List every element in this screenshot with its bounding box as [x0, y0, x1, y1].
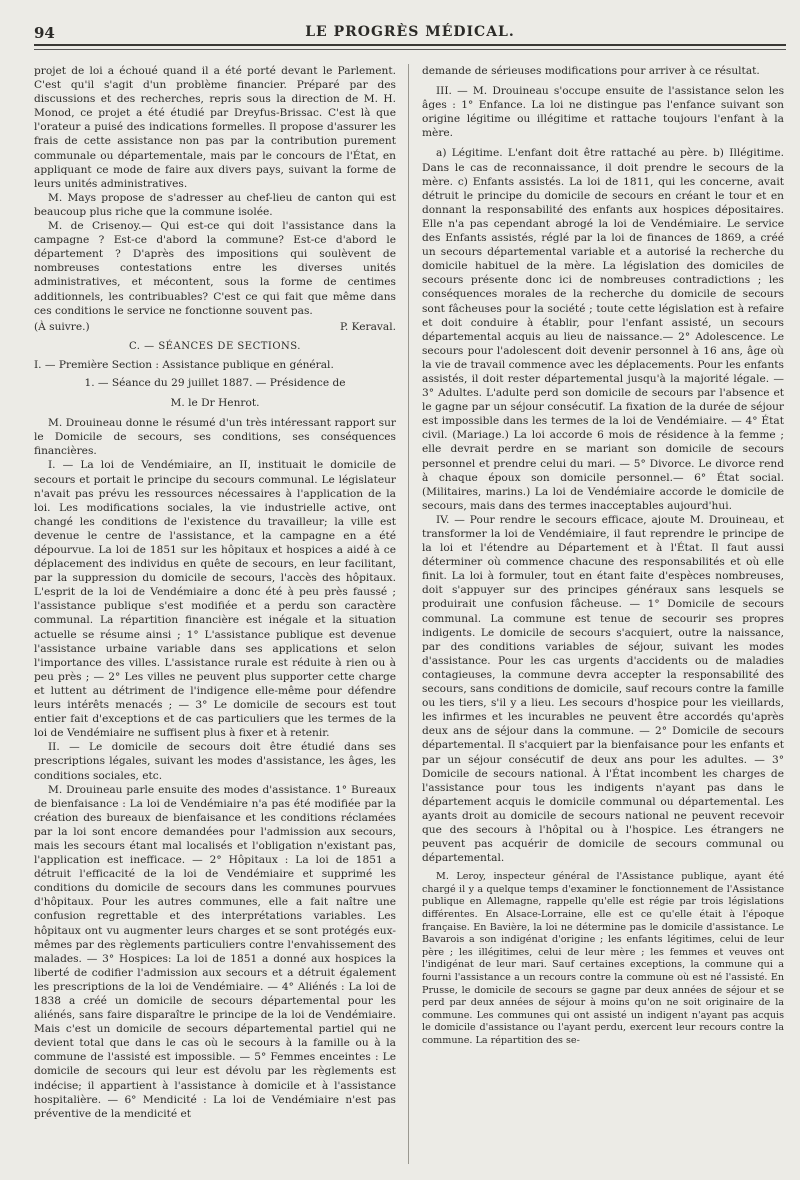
- author-signature: P. Keraval.: [339, 320, 396, 333]
- paragraph: a) Légitime. L'enfant doit être rattaché au père. b) Illégitime. Dans le cas de reconnaissance, il doit prendre le secours de la mère. c) Enfants assistés. La loi de 1811, qui les concerne, avait détruit le principe du domicile de secours en créant le tour et en donnant la responsabilité des enfants aux hospices dépositaires. Elle n'a pas cependant abrogé la loi de Vendémiaire. Le service des Enfants assistés, réglé par la loi de finances de 1869, a créé un secours départemental variable et a autorisé la recherche du domicile habituel de la mère. La législation des domiciles de secours présente donc ici de nombreuses contradictions ; les conséquences morales de la recherche du domicile de secours sont fâcheuses pour la société ; toute cette législation est à refaire et doit conduire à établir, pour l'enfant assisté, un secours départemental acquis au lieu de naissance.— 2° Adolescence. Le secours pour l'adolescent doit devenir personnel à 16 ans, âge où la vie de travail commence avec les déplacements. Pour les enfants assistés, il doit rester départemental jusqu'à la majorité légale. — 3° Adultes. L'adulte perd son domicile de secours par l'absence et le gagne par un séjour consécutif. La fixation de la durée de séjour est impossible dans les termes de la loi de Vendémiaire. — 4° État civil. (Mariage.) La loi accorde 6 mois de résidence à la femme ; elle devrait perdre en se mariant son domicile de secours personnel et prendre celui du mari. — 5° Divorce. Le divorce rend à chaque époux son domicile personnel.— 6° État social. (Militaires, marins.) La loi de Vendémiaire accorde le domicile de secours, mais dans des termes inacceptables aujourd'hui.: [422, 147, 784, 512]
- paragraph: M. Leroy, inspecteur général de l'Assistance publique, ayant été chargé il y a quelque temps d'examiner le fonctionnement de l'Assistance publique en Allemagne, rappelle qu'elle est régie par trois législations différentes. En Alsace-Lorraine, elle est ce qu'elle était à l'époque française. En Bavière, la loi ne détermine pas le domicile d'assistance. Le Bavarois a son indigénat d'origine ; les enfants légitimes, celui de leur père ; les illégitimes, celui de leur mère ; les femmes et veuves ont l'indigénat de leur mari. Sauf certaines exceptions, la commune qui a fourni l'assistance a un recours contre la commune où est né l'assisté. En Prusse, le domicile de secours se gagne par deux années de séjour et se perd par deux années de séjour à moins qu'on ne soit originaire de la commune. Les communes qui ont assisté un indigent n'ayant pas acquis le domicile d'assistance ou l'ayant perdu, exercent leur recours contre la commune. La répartition des se-: [422, 871, 784, 1046]
- paragraph: M. Drouineau donne le résumé d'un très intéressant rapport sur le Domicile de secours, ses conditions, ses conséquences financières.: [34, 417, 396, 458]
- paragraph: M. Drouineau parle ensuite des modes d'assistance. 1° Bureaux de bienfaisance : La loi de Vendémiaire n'a pas été modifiée par la création des bureaux de bienfaisance et les conditions réclamées par la loi sont encore demandées pour l'admission aux secours, mais les secours étant mal localisés et l'obligation n'existant pas, l'application est inefficace. — 2° Hôpitaux : La loi de 1851 a détruit l'efficacité de la loi de Vendémiaire et supprimé les conditions du domicile de secours dans les communes pourvues d'hôpitaux. Pour les autres communes, elle a fait naître une confusion regrettable et des interprétations variables. Les hôpitaux ont vu augmenter leurs charges et se sont protégés eux-mêmes par des règlements particuliers contre l'envahissement des malades. — 3° Hospices: La loi de 1851 a donné aux hospices la liberté de codifier l'admission aux secours et a détruit également les prescriptions de la loi de Vendémiaire. — 4° Aliénés : La loi de 1838 a créé un domicile de secours départemental pour les aliénés, sans faire disparaître le principe de la loi de Vendémiaire. Mais c'est un domicile de secours départemental partiel qui ne devient total que dans le cas où le secours à la famille ou à la commune de l'assisté est impossible. — 5° Femmes enceintes : Le domicile de secours qui leur est dévolu par les règlements est indécise; il appartient à l'assistance à domicile et à l'assistance hospitalière. — 6° Mendicité : La loi de Vendémiaire n'est pas préventive de la mendicité et: [34, 783, 396, 1120]
- left-column: [34, 64, 396, 1168]
- header-rule: [34, 49, 786, 50]
- page-header: [34, 22, 786, 46]
- paragraph: I. — La loi de Vendémiaire, an II, instituait le domicile de secours et portait le principe du secours communal. Le législateur n'avait pas prévu les ressources nécessaires à l'application de la loi. Les modifications sociales, la vie industrielle active, ont changé les conditions de l'existence du travailleur; la ville est devenue le centre de l'assistance, et la campagne en a été dépourvue. La loi de 1851 sur les hôpitaux et hospices a aidé à ce déplacement des individus en quête de secours, en leur facilitant, par la suppression du domicile de secours, l'accès des hôpitaux. L'esprit de la loi de Vendémiaire a donc été à peu près faussé ; l'assistance publique s'est modifiée et a perdu son caractère communal. La répartition financière est inégale et la situation actuelle se résume ainsi ; 1° L'assistance publique est devenue l'assistance urbaine variable dans ses applications et selon l'importance des villes. L'assistance rurale est réduite à rien ou à peu près ; — 2° Les villes ne peuvent plus supporter cette charge et luttent au détriment de l'indigence elle-même pour défendre leurs intérêts menacés ; — 3° Le domicile de secours est tout entier fait d'exceptions et de cas particuliers que les termes de la loi de Vendémiaire ne suffisent plus à fixer et à retenir.: [34, 459, 396, 740]
- signature-row: [34, 320, 396, 334]
- paragraph: demande de sérieuses modifications pour arriver à ce résultat.: [422, 65, 760, 77]
- continued-note: (À suivre.): [34, 320, 90, 333]
- right-column: [422, 64, 784, 1168]
- session-president: M. le Dr Henrot.: [170, 397, 260, 410]
- running-title: LE PROGRÈS MÉDICAL.: [305, 24, 515, 40]
- paragraph: projet de loi a échoué quand il a été porté devant le Parlement. C'est qu'il s'agit d'un problème financier. Préparé par des discussions et des recherches, repris sous la direction de M. H. Monod, ce projet a été étudié par Dreyfus-Brissac. C'est là que l'orateur a puisé des indications formelles. Il propose d'assurer les frais de cette assistance non pas par la contribution purement communale ou départementale, mais par le concours de l'État, en appliquant ce mode de faire aux divers pays, suivant la forme de leurs unités administratives.: [34, 65, 396, 190]
- paragraph: II. — Le domicile de secours doit être étudié dans ses prescriptions légales, suivant les modes d'assistance, les âges, les conditions sociales, etc.: [34, 741, 396, 782]
- section-heading: C. — SÉANCES DE SECTIONS.: [129, 340, 301, 352]
- paragraph: IV. — Pour rendre le secours efficace, ajoute M. Drouineau, et transformer la loi de Vendémiaire, il faut reprendre le principe de la loi et l'étendre au Département et à l'État. Il faut aussi déterminer où commence chacune des responsabilités et où elle finit. La loi à formuler, tout en étant faite d'espèces nombreuses, doit s'appuyer sur des principes généraux sans lesquels se produirait une confusion fâcheuse. — 1° Domicile de secours communal. La commune est tenue de secourir ses propres indigents. Le domicile de secours s'acquiert, outre la naissance, par des conditions variables de séjour, suivant les modes d'assistance. Pour les cas urgents d'accidents ou de maladies contagieuses, la commune devra accepter la responsabilité des secours, sans conditions de domicile, sauf recours contre la famille ou les tiers, s'il y a lieu. Les secours d'hospice pour les vieillards, les infirmes et les incurables ne peuvent être accordés qu'après deux ans de séjour dans la commune. — 2° Domicile de secours départemental. Il s'acquiert par la bienfaisance pour les enfants et par un séjour consécutif de deux ans pour les adultes. — 3° Domicile de secours national. À l'État incombent les charges de l'assistance pour tous les indigents n'ayant pas dans le département acquis le domicile communal ou départemental. Les ayants droit au domicile de secours national ne peuvent recevoir que des secours à l'hôpital ou à l'hospice. Les étrangers ne peuvent pas acquérir de domicile de secours communal ou départemental.: [422, 513, 784, 865]
- page-number: 94: [34, 24, 55, 42]
- paragraph: M. de Crisenoy.— Qui est-ce qui doit l'assistance dans la campagne ? Est-ce d'abord la commune? Est-ce d'abord le département ? D'après des impositions qui soulèvent de nombreuses contestations entre les diverses unités administratives, et mécontent, sous la forme de centimes additionnels, les contribuables? C'est ce qui fait que même dans ces conditions le service ne fonctionne souvent pas.: [34, 220, 396, 317]
- subsection-title: I. — Première Section : Assistance publique en général.: [34, 358, 334, 371]
- session-title: 1. — Séance du 29 juillet 1887. — Présidence de: [84, 376, 346, 389]
- paragraph: III. — M. Drouineau s'occupe ensuite de l'assistance selon les âges : 1° Enfance. La loi ne distingue pas l'enfance suivant son origine légitime ou illégitime et rattache toujours l'enfant à la mère.: [422, 85, 784, 140]
- column-divider: [408, 64, 409, 1164]
- paragraph: M. Mays propose de s'adresser au chef-lieu de canton qui est beaucoup plus riche que la commune isolée.: [34, 191, 396, 218]
